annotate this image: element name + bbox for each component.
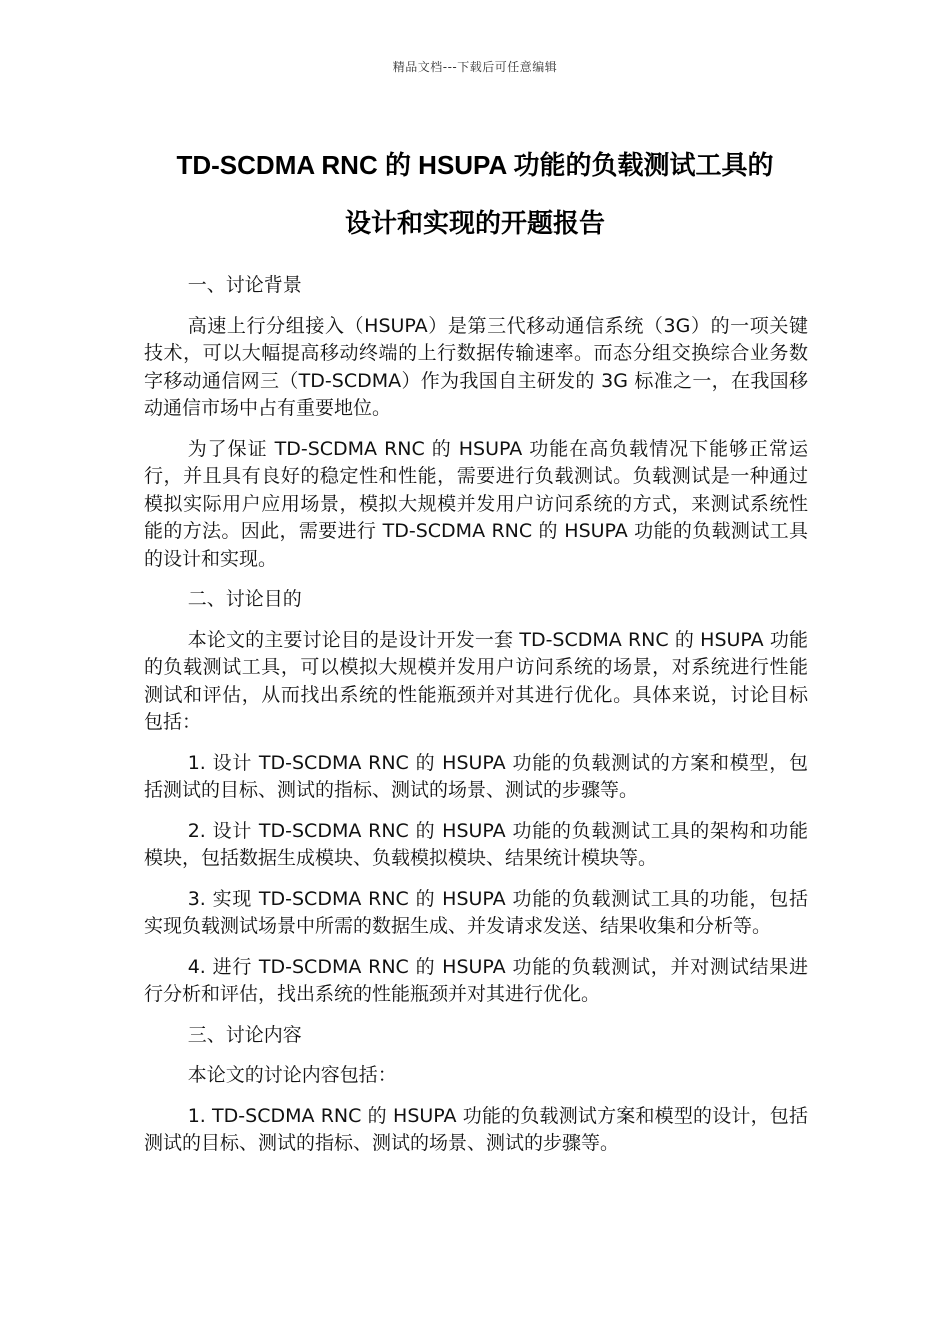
section-2-heading: 二、讨论目的 [187, 588, 302, 610]
section-3-heading: 三、讨论内容 [187, 1023, 302, 1046]
title-line-1: TD-SCDMA RNC 的 HSUPA 功能的负载测试工具的 [176, 150, 774, 180]
section-2-list-item-1: 1. 设计 TD-SCDMA RNC 的 HSUPA 功能的负载测试的方案和模型，包括测试的目标、测试的指标、测试的场景、测试的步骤等。 [144, 751, 808, 801]
document-title [120, 136, 830, 252]
document-body [144, 272, 808, 1171]
title-line-2: 设计和实现的开题报告 [344, 208, 605, 238]
section-2-list-item-3: 3. 实现 TD-SCDMA RNC 的 HSUPA 功能的负载测试工具的功能，包括实现负载测试场景中所需的数据生成、并发请求发送、结果收集和分析等。 [144, 887, 808, 937]
section-1-paragraph-1: 高速上行分组接入（HSUPA）是第三代移动通信系统（3G）的一项关键技术，可以大幅提高移动终端的上行数据传输速率。而态分组交换综合业务数字移动通信网三（TD-SCDMA）作为我国自主研发的 3G 标准之一，在我国移动通信市场中占有重要地位。 [144, 314, 808, 419]
section-2-list-item-4: 4. 进行 TD-SCDMA RNC 的 HSUPA 功能的负载测试，并对测试结果进行分析和评估，找出系统的性能瓶颈并对其进行优化。 [144, 955, 808, 1005]
section-1-paragraph-2: 为了保证 TD-SCDMA RNC 的 HSUPA 功能在高负载情况下能够正常运行，并且具有良好的稳定性和性能，需要进行负载测试。负载测试是一种通过模拟实际用户应用场景，模拟大规模并发用户访问系统的方式，来测试系统性能的方法。因此，需要进行 TD-SCDMA RNC 的 HSUPA 功能的负载测试工具的设计和实现。 [144, 437, 808, 570]
section-2-list-item-2: 2. 设计 TD-SCDMA RNC 的 HSUPA 功能的负载测试工具的架构和功能模块，包括数据生成模块、负载模拟模块、结果统计模块等。 [144, 819, 808, 869]
section-3-list-item-1: 1. TD-SCDMA RNC 的 HSUPA 功能的负载测试方案和模型的设计，包括测试的目标、测试的指标、测试的场景、测试的步骤等。 [144, 1104, 808, 1154]
section-2-paragraph-1: 本论文的主要讨论目的是设计开发一套 TD-SCDMA RNC 的 HSUPA 功能的负载测试工具，可以模拟大规模并发用户访问系统的场景，对系统进行性能测试和评估，从而找出系统的性能瓶颈并对其进行优化。具体来说，讨论目标包括： [144, 628, 808, 733]
section-3-paragraph-1: 本论文的讨论内容包括： [187, 1064, 397, 1086]
section-1-heading: 一、讨论背景 [187, 274, 302, 296]
header-watermark: 精品文档---下载后可任意编辑 [392, 60, 558, 74]
